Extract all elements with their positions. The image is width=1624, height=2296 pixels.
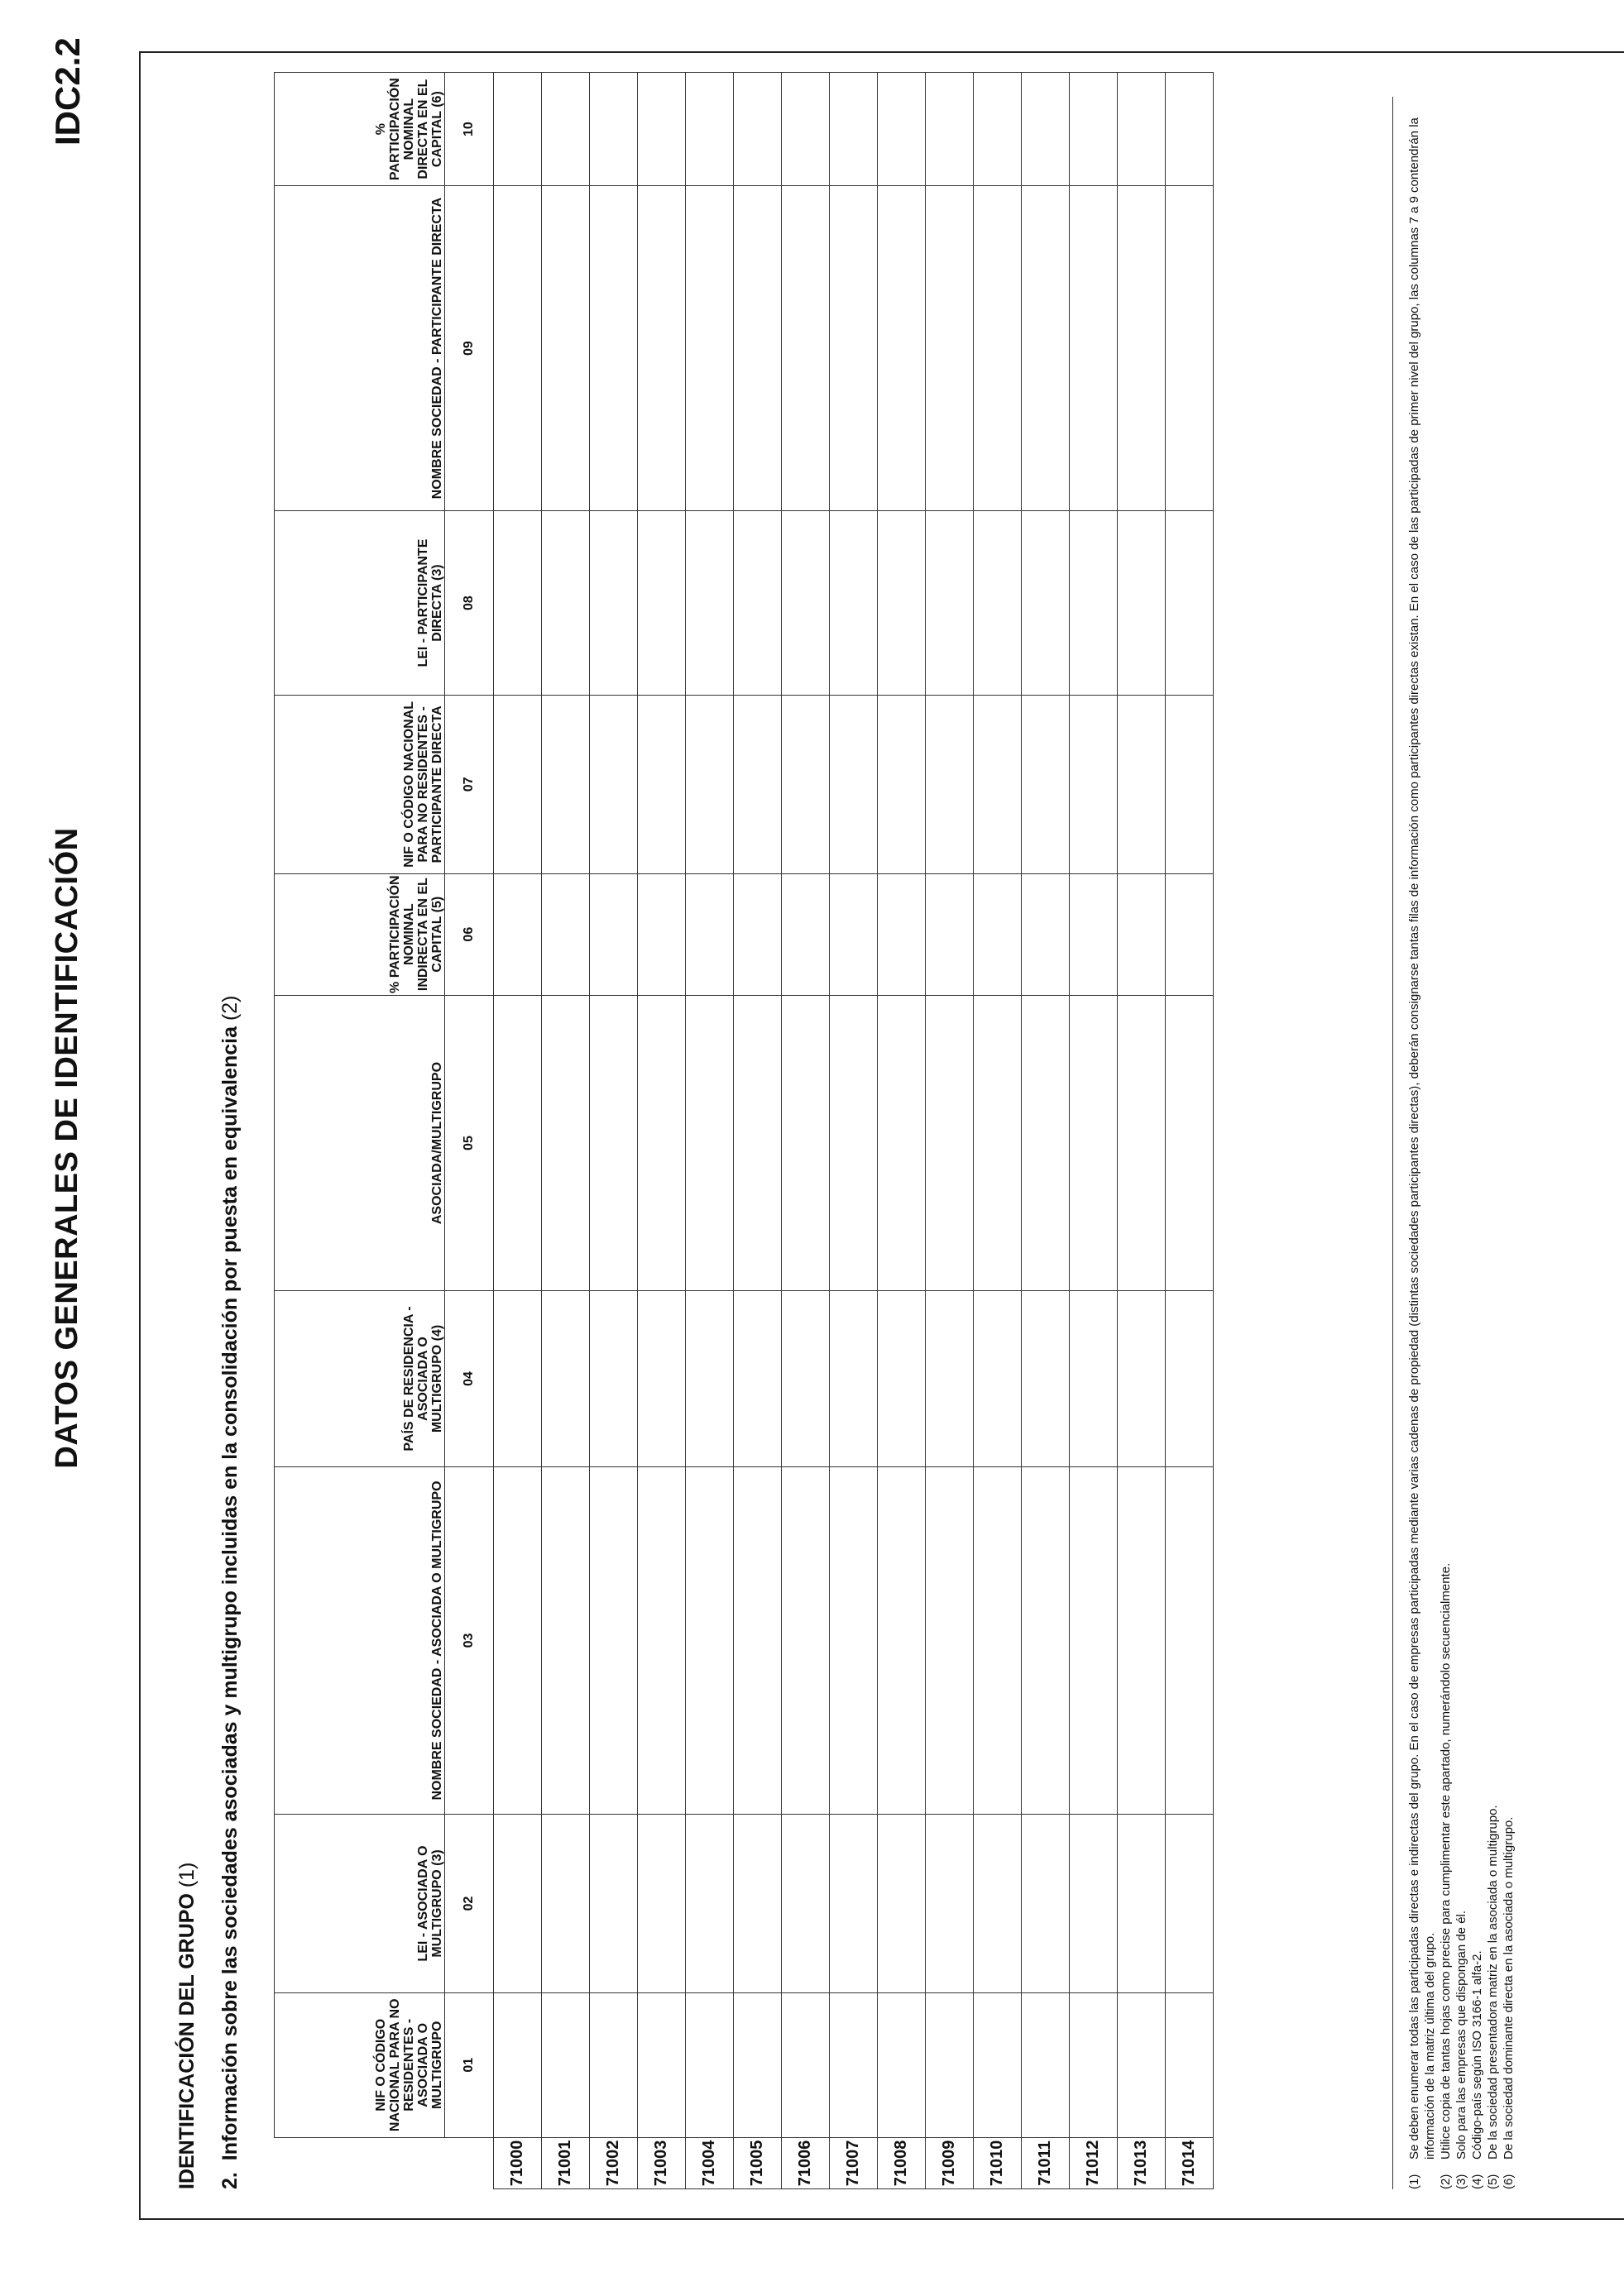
entry-cell-09[interactable] [494, 186, 542, 511]
entry-cell-04[interactable] [590, 1291, 638, 1466]
entry-cell-01[interactable] [878, 1992, 926, 2137]
column-header: NIF O CÓDIGO NACIONAL PARA NO RESIDENTES - ASOCIADA O MULTIGRUPO [275, 1992, 445, 2137]
subheading-number: 2. [218, 2172, 242, 2189]
footnotes [1392, 97, 1516, 2189]
entry-cell-08[interactable] [590, 510, 638, 695]
entry-cell-05[interactable] [734, 995, 782, 1291]
entry-cell-10[interactable] [638, 73, 686, 186]
entry-cell-04[interactable] [782, 1291, 830, 1466]
table-row [542, 73, 590, 2189]
entry-cell-09[interactable] [1118, 186, 1166, 511]
entry-cell-01[interactable] [974, 1992, 1022, 2137]
entry-cell-10[interactable] [1118, 73, 1166, 186]
entry-cell-06[interactable] [638, 873, 686, 995]
entry-cell-06[interactable] [734, 873, 782, 995]
entry-cell-09[interactable] [542, 186, 590, 511]
footnote [1438, 97, 1454, 2189]
entry-cell-02[interactable] [494, 1815, 542, 1992]
entry-cell-09[interactable] [1070, 186, 1118, 511]
entry-cell-08[interactable] [782, 510, 830, 695]
entry-cell-07[interactable] [974, 696, 1022, 873]
entry-cell-10[interactable] [1070, 73, 1118, 186]
row-code: 71004 [686, 2137, 734, 2188]
entry-cell-02[interactable] [1118, 1815, 1166, 1992]
footnote-number: (5) [1486, 2174, 1500, 2189]
participations-table [274, 72, 1214, 2189]
row-code: 71003 [638, 2137, 686, 2188]
column-header: % PARTICIPACIÓN NOMINAL INDIRECTA EN EL CAPITAL (5) [275, 873, 445, 995]
entry-cell-07[interactable] [590, 696, 638, 873]
entry-cell-02[interactable] [782, 1815, 830, 1992]
entry-cell-04[interactable] [734, 1291, 782, 1466]
row-code: 71008 [878, 2137, 926, 2188]
entry-cell-05[interactable] [1070, 995, 1118, 1291]
entry-cell-09[interactable] [1166, 186, 1214, 511]
footnote-text: Utilice copia de tantas hojas como precise para cumplimentar este apartado, numerándolo secuencialmente. [1439, 1562, 1453, 2160]
footnote-text: De la sociedad dominante directa en la asociada o multigrupo. [1502, 1816, 1516, 2160]
entry-cell-03[interactable] [1166, 1466, 1214, 1815]
entry-cell-03[interactable] [494, 1466, 542, 1815]
entry-cell-09[interactable] [830, 186, 878, 511]
entry-cell-01[interactable] [686, 1992, 734, 2137]
entry-cell-07[interactable] [638, 696, 686, 873]
table-row [494, 73, 542, 2189]
footnote-number: (6) [1502, 2174, 1516, 2189]
entry-cell-04[interactable] [638, 1291, 686, 1466]
table-row [926, 73, 974, 2189]
row-code: 71007 [830, 2137, 878, 2188]
entry-cell-01[interactable] [638, 1992, 686, 2137]
column-number: 05 [445, 995, 494, 1291]
table-body [494, 73, 1214, 2189]
column-header: % PARTICIPACIÓN NOMINAL DIRECTA EN EL CAPITAL (6) [275, 73, 445, 186]
table-row [974, 73, 1022, 2189]
section-heading-text: IDENTIFICACIÓN DEL GRUPO [175, 1893, 199, 2189]
entry-cell-06[interactable] [974, 873, 1022, 995]
entry-cell-08[interactable] [1022, 510, 1070, 695]
entry-cell-02[interactable] [1166, 1815, 1214, 1992]
entry-cell-05[interactable] [1118, 995, 1166, 1291]
entry-cell-07[interactable] [830, 696, 878, 873]
entry-cell-02[interactable] [686, 1815, 734, 1992]
entry-cell-06[interactable] [926, 873, 974, 995]
entry-cell-04[interactable] [974, 1291, 1022, 1466]
entry-cell-03[interactable] [926, 1466, 974, 1815]
entry-cell-10[interactable] [734, 73, 782, 186]
entry-cell-05[interactable] [878, 995, 926, 1291]
entry-cell-04[interactable] [926, 1291, 974, 1466]
row-code: 71006 [782, 2137, 830, 2188]
entry-cell-02[interactable] [926, 1815, 974, 1992]
entry-cell-04[interactable] [878, 1291, 926, 1466]
entry-cell-03[interactable] [590, 1466, 638, 1815]
entry-cell-02[interactable] [638, 1815, 686, 1992]
row-code: 71002 [590, 2137, 638, 2188]
entry-cell-09[interactable] [782, 186, 830, 511]
entry-cell-05[interactable] [542, 995, 590, 1291]
entry-cell-07[interactable] [734, 696, 782, 873]
table-row [1166, 73, 1214, 2189]
entry-cell-05[interactable] [1022, 995, 1070, 1291]
entry-cell-04[interactable] [542, 1291, 590, 1466]
entry-cell-09[interactable] [590, 186, 638, 511]
entry-cell-08[interactable] [1118, 510, 1166, 695]
entry-cell-03[interactable] [878, 1466, 926, 1815]
entry-cell-07[interactable] [926, 696, 974, 873]
entry-cell-10[interactable] [1022, 73, 1070, 186]
entry-cell-10[interactable] [494, 73, 542, 186]
entry-cell-07[interactable] [1166, 696, 1214, 873]
entry-cell-06[interactable] [542, 873, 590, 995]
entry-cell-09[interactable] [926, 186, 974, 511]
row-code: 71011 [1022, 2137, 1070, 2188]
entry-cell-05[interactable] [1166, 995, 1214, 1291]
header-row [275, 73, 445, 2189]
entry-cell-03[interactable] [638, 1466, 686, 1815]
entry-cell-07[interactable] [878, 696, 926, 873]
entry-cell-08[interactable] [830, 510, 878, 695]
entry-cell-08[interactable] [542, 510, 590, 695]
subheading-ref: (2) [218, 995, 242, 1021]
entry-cell-10[interactable] [878, 73, 926, 186]
section-heading [175, 1863, 199, 2189]
footnote-number: (3) [1454, 2174, 1468, 2189]
entry-cell-06[interactable] [1166, 873, 1214, 995]
entry-cell-01[interactable] [1166, 1992, 1214, 2137]
entry-cell-04[interactable] [1022, 1291, 1070, 1466]
column-header: LEI - ASOCIADA O MULTIGRUPO (3) [275, 1815, 445, 1992]
table-row [734, 73, 782, 2189]
table-row [686, 73, 734, 2189]
entry-cell-06[interactable] [878, 873, 926, 995]
entry-cell-07[interactable] [782, 696, 830, 873]
entry-cell-07[interactable] [1022, 696, 1070, 873]
section-subheading [218, 995, 242, 2189]
entry-cell-05[interactable] [782, 995, 830, 1291]
row-code: 71014 [1166, 2137, 1214, 2188]
entry-cell-08[interactable] [494, 510, 542, 695]
entry-cell-03[interactable] [1070, 1466, 1118, 1815]
entry-cell-06[interactable] [830, 873, 878, 995]
entry-cell-02[interactable] [734, 1815, 782, 1992]
entry-cell-10[interactable] [926, 73, 974, 186]
entry-cell-03[interactable] [830, 1466, 878, 1815]
entry-cell-07[interactable] [542, 696, 590, 873]
column-header: NOMBRE SOCIEDAD - PARTICIPANTE DIRECTA [275, 186, 445, 511]
entry-cell-01[interactable] [494, 1992, 542, 2137]
page-title: DATOS GENERALES DE IDENTIFICACIÓN [50, 827, 84, 1469]
entry-cell-10[interactable] [542, 73, 590, 186]
entry-cell-08[interactable] [926, 510, 974, 695]
entry-cell-05[interactable] [830, 995, 878, 1291]
corner-cell [275, 2137, 494, 2188]
form-code: IDC2.2 [48, 37, 87, 146]
column-number: 07 [445, 696, 494, 873]
entry-cell-04[interactable] [1118, 1291, 1166, 1466]
footnote-number: (4) [1470, 2174, 1484, 2189]
entry-cell-06[interactable] [1118, 873, 1166, 995]
footnote [1454, 97, 1469, 2189]
entry-cell-09[interactable] [878, 186, 926, 511]
column-number: 03 [445, 1466, 494, 1815]
subheading-text: Información sobre las sociedades asociadas y multigrupo incluidas en la consolidación por puesta en equivalencia [218, 1026, 242, 2161]
row-code: 71010 [974, 2137, 1022, 2188]
entry-cell-01[interactable] [1022, 1992, 1070, 2137]
entry-cell-06[interactable] [1070, 873, 1118, 995]
entry-cell-07[interactable] [1118, 696, 1166, 873]
footnote [1485, 97, 1501, 2189]
footnote-text: Código-país según ISO 3166-1 alfa-2. [1470, 1950, 1484, 2160]
entry-cell-10[interactable] [830, 73, 878, 186]
row-code: 71005 [734, 2137, 782, 2188]
entry-cell-02[interactable] [1070, 1815, 1118, 1992]
column-number: 01 [445, 1992, 494, 2137]
entry-cell-05[interactable] [638, 995, 686, 1291]
table-row [1070, 73, 1118, 2189]
entry-cell-01[interactable] [1118, 1992, 1166, 2137]
entry-cell-03[interactable] [1022, 1466, 1070, 1815]
entry-cell-08[interactable] [638, 510, 686, 695]
entry-cell-06[interactable] [686, 873, 734, 995]
entry-cell-03[interactable] [542, 1466, 590, 1815]
footnote [1469, 97, 1485, 2189]
table-row [782, 73, 830, 2189]
entry-cell-10[interactable] [974, 73, 1022, 186]
entry-cell-04[interactable] [1070, 1291, 1118, 1466]
entry-cell-05[interactable] [686, 995, 734, 1291]
entry-cell-02[interactable] [974, 1815, 1022, 1992]
entry-cell-06[interactable] [590, 873, 638, 995]
footnote [1501, 97, 1516, 2189]
entry-cell-01[interactable] [542, 1992, 590, 2137]
entry-cell-02[interactable] [542, 1815, 590, 1992]
footnote-text: De la sociedad presentadora matriz en la asociada o multigrupo. [1486, 1805, 1500, 2160]
entry-cell-02[interactable] [590, 1815, 638, 1992]
entry-cell-01[interactable] [782, 1992, 830, 2137]
column-number: 08 [445, 510, 494, 695]
footnote-number: (1) [1407, 2174, 1421, 2189]
table-row [1118, 73, 1166, 2189]
entry-cell-05[interactable] [974, 995, 1022, 1291]
entry-cell-02[interactable] [878, 1815, 926, 1992]
row-code: 71012 [1070, 2137, 1118, 2188]
entry-cell-09[interactable] [734, 186, 782, 511]
entry-cell-03[interactable] [974, 1466, 1022, 1815]
entry-cell-02[interactable] [1022, 1815, 1070, 1992]
column-number: 04 [445, 1291, 494, 1466]
column-number: 02 [445, 1815, 494, 1992]
entry-cell-10[interactable] [782, 73, 830, 186]
entry-cell-04[interactable] [494, 1291, 542, 1466]
entry-cell-08[interactable] [974, 510, 1022, 695]
column-number: 06 [445, 873, 494, 995]
column-number: 10 [445, 73, 494, 186]
table-row [1022, 73, 1070, 2189]
entry-cell-01[interactable] [926, 1992, 974, 2137]
row-code: 71009 [926, 2137, 974, 2188]
entry-cell-04[interactable] [830, 1291, 878, 1466]
column-header: NIF O CÓDIGO NACIONAL PARA NO RESIDENTES - PARTICIPANTE DIRECTA [275, 696, 445, 873]
column-number-row [445, 73, 494, 2189]
entry-cell-06[interactable] [1022, 873, 1070, 995]
footnote [1406, 97, 1438, 2189]
entry-cell-01[interactable] [734, 1992, 782, 2137]
entry-cell-03[interactable] [686, 1466, 734, 1815]
entry-cell-01[interactable] [1070, 1992, 1118, 2137]
entry-cell-01[interactable] [590, 1992, 638, 2137]
entry-cell-08[interactable] [1166, 510, 1214, 695]
footnote-number: (2) [1439, 2174, 1453, 2189]
entry-cell-09[interactable] [974, 186, 1022, 511]
entry-cell-03[interactable] [734, 1466, 782, 1815]
table-row [638, 73, 686, 2189]
column-header: ASOCIADA/MULTIGRUPO [275, 995, 445, 1291]
entry-cell-01[interactable] [830, 1992, 878, 2137]
table-row [878, 73, 926, 2189]
entry-cell-09[interactable] [1022, 186, 1070, 511]
entry-cell-03[interactable] [782, 1466, 830, 1815]
column-header: NOMBRE SOCIEDAD - ASOCIADA O MULTIGRUPO [275, 1466, 445, 1815]
section-heading-ref: (1) [175, 1862, 199, 1888]
entry-cell-10[interactable] [1166, 73, 1214, 186]
table-row [590, 73, 638, 2189]
entry-cell-02[interactable] [830, 1815, 878, 1992]
column-number: 09 [445, 186, 494, 511]
entry-cell-07[interactable] [494, 696, 542, 873]
footnote-text: Se deben enumerar todas las participadas directas e indirectas del grupo. En el caso de empresas participadas mediante varias cadenas de propiedad (distintas sociedades participantes directas), deberán consignarse tantas filas de información como participantes directas existan. En el caso de las participadas de primer nivel del grupo, las columnas 7 a 9 contendrán la información de la matriz última del grupo. [1407, 117, 1437, 2160]
entry-cell-05[interactable] [590, 995, 638, 1291]
row-code: 71013 [1118, 2137, 1166, 2188]
entry-cell-10[interactable] [686, 73, 734, 186]
entry-cell-07[interactable] [1070, 696, 1118, 873]
entry-cell-10[interactable] [590, 73, 638, 186]
entry-cell-08[interactable] [1070, 510, 1118, 695]
column-header: LEI - PARTICIPANTE DIRECTA (3) [275, 510, 445, 695]
entry-cell-08[interactable] [686, 510, 734, 695]
entry-cell-08[interactable] [878, 510, 926, 695]
entry-cell-04[interactable] [1166, 1291, 1214, 1466]
entry-cell-09[interactable] [686, 186, 734, 511]
row-code: 71001 [542, 2137, 590, 2188]
entry-cell-07[interactable] [686, 696, 734, 873]
footnote-text: Solo para las empresas que dispongan de él. [1454, 1910, 1468, 2160]
entry-cell-06[interactable] [782, 873, 830, 995]
table-row [830, 73, 878, 2189]
row-code: 71000 [494, 2137, 542, 2188]
entry-cell-05[interactable] [494, 995, 542, 1291]
column-header: PAÍS DE RESIDENCIA - ASOCIADA O MULTIGRUPO (4) [275, 1291, 445, 1466]
entry-cell-05[interactable] [926, 995, 974, 1291]
entry-cell-03[interactable] [1118, 1466, 1166, 1815]
entry-cell-06[interactable] [494, 873, 542, 995]
entry-cell-08[interactable] [734, 510, 782, 695]
entry-cell-09[interactable] [638, 186, 686, 511]
entry-cell-04[interactable] [686, 1291, 734, 1466]
